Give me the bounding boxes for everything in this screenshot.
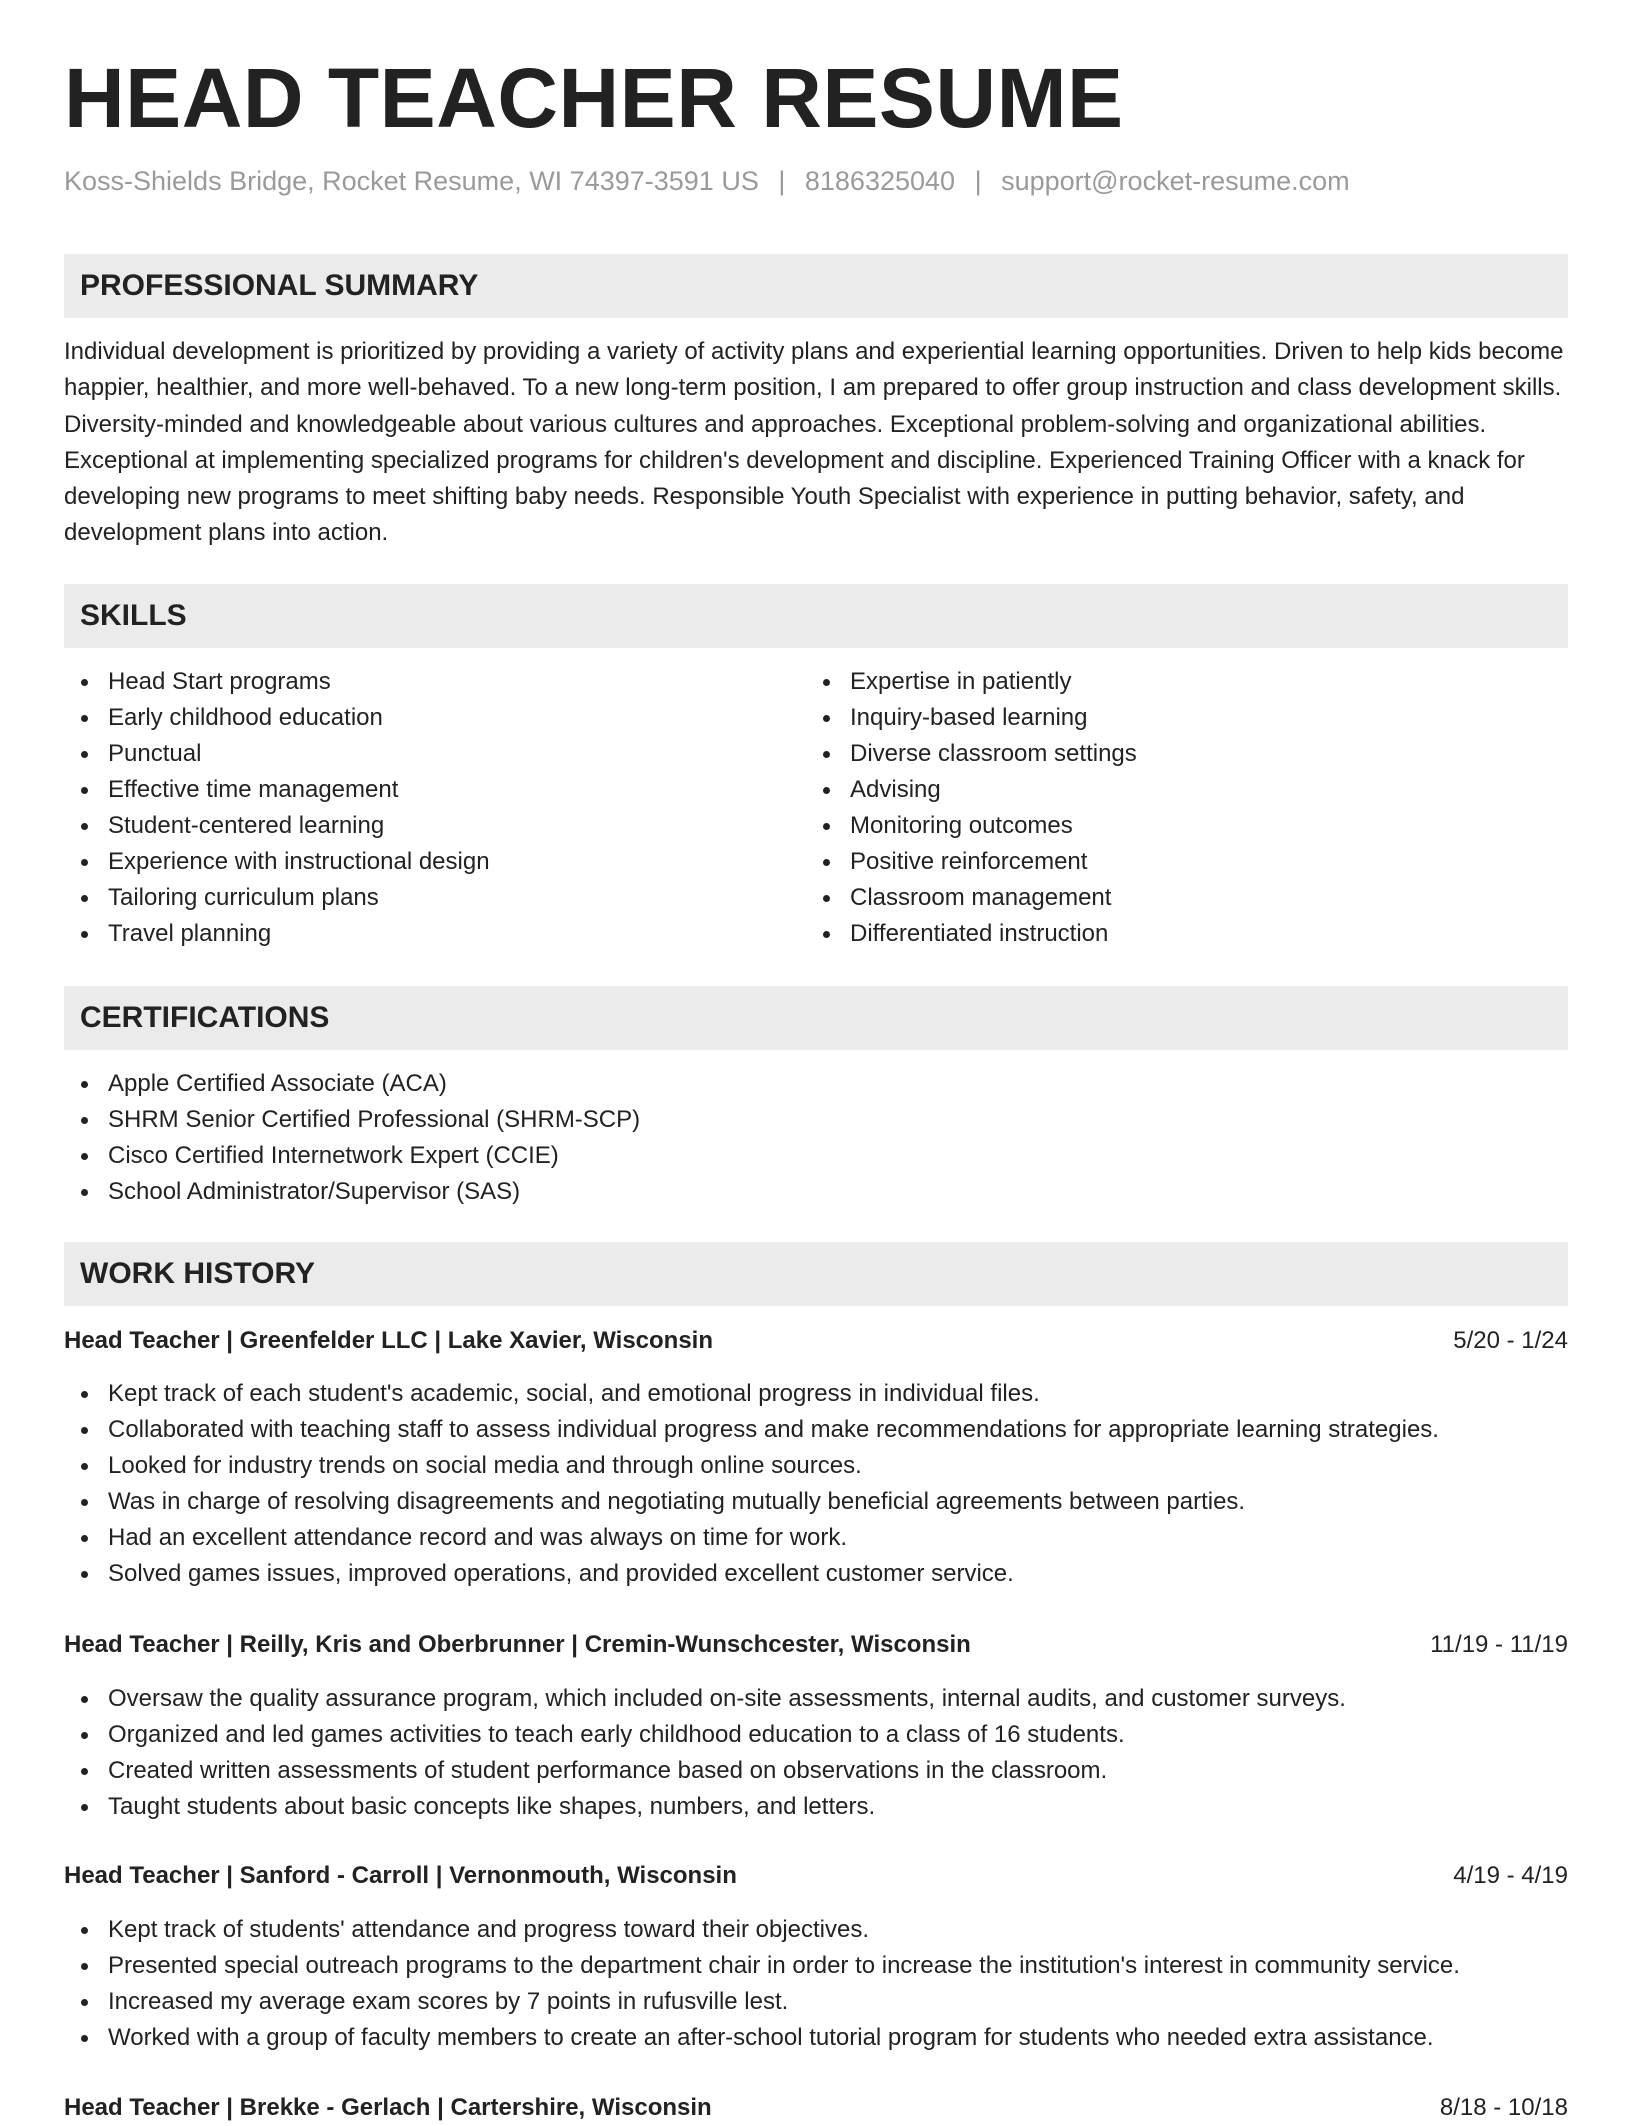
contact-address: Koss-Shields Bridge, Rocket Resume, WI 74397-3591 US [64,166,759,196]
job-header [64,1858,1568,1894]
job-bullets [64,1912,1460,2056]
certification-item: Apple Certified Associate (ACA) [64,1066,640,1102]
job-bullet: Increased my average exam scores by 7 points in rufusville lest. [64,1984,1460,2020]
contact-phone: 8186325040 [804,166,956,196]
certifications-list [64,1066,640,1210]
skill-item: Positive reinforcement [806,844,1137,880]
skill-item: Diverse classroom settings [806,736,1137,772]
section-heading-certifications: CERTIFICATIONS [64,986,1568,1050]
skill-item: Inquiry-based learning [806,700,1137,736]
skill-item: Head Start programs [64,664,490,700]
contact-separator: | [778,166,786,196]
job-bullet: Had an excellent attendance record and was always on time for work. [64,1520,1439,1556]
contact-email: support@rocket-resume.com [1001,166,1350,196]
job-bullet: Solved games issues, improved operations, and provided excellent customer service. [64,1556,1439,1592]
job-bullet: Kept track of each student's academic, social, and emotional progress in individual files. [64,1376,1439,1412]
job-bullet: Collaborated with teaching staff to assess individual progress and make recommendations for appropriate learning strategies. [64,1412,1439,1448]
job-header [64,1627,1568,1663]
job-bullet: Kept track of students' attendance and progress toward their objectives. [64,1912,1460,1948]
job-bullet: Worked with a group of faculty members to create an after-school tutorial program for students who needed extra assistance. [64,2020,1460,2056]
job-bullets [64,1376,1439,1592]
contact-separator: | [974,166,982,196]
job-header [64,2090,1568,2126]
section-heading-summary: PROFESSIONAL SUMMARY [64,254,1568,318]
job-dates: 11/19 - 11/19 [1430,1631,1568,1658]
certification-item: School Administrator/Supervisor (SAS) [64,1174,640,1210]
resume-title: HEAD TEACHER RESUME [64,51,1124,145]
skills-list-left [64,664,490,952]
skill-item: Advising [806,772,1137,808]
job-bullet: Looked for industry trends on social media and through online sources. [64,1448,1439,1484]
skill-item: Effective time management [64,772,490,808]
job-title: Head Teacher | Greenfelder LLC | Lake Xavier, Wisconsin [64,1327,714,1354]
job-bullet: Presented special outreach programs to the department chair in order to increase the institution's interest in community service. [64,1948,1460,1984]
job-bullet: Oversaw the quality assurance program, which included on-site assessments, internal audits, and customer surveys. [64,1681,1346,1717]
contact-line [64,166,1350,197]
job-title: Head Teacher | Brekke - Gerlach | Cartershire, Wisconsin [64,2094,712,2121]
job-bullet: Created written assessments of student performance based on observations in the classroom. [64,1753,1346,1789]
job-bullet: Was in charge of resolving disagreements and negotiating mutually beneficial agreements between parties. [64,1484,1439,1520]
job-bullet: Organized and led games activities to teach early childhood education to a class of 16 students. [64,1717,1346,1753]
certification-item: SHRM Senior Certified Professional (SHRM-SCP) [64,1102,640,1138]
job-dates: 8/18 - 10/18 [1439,2094,1568,2121]
skill-item: Classroom management [806,880,1137,916]
section-heading-work-history: WORK HISTORY [64,1242,1568,1306]
skills-list-right [806,664,1137,952]
skill-item: Punctual [64,736,490,772]
job-bullets [64,1681,1346,1825]
job-title: Head Teacher | Reilly, Kris and Oberbrunner | Cremin-Wunschcester, Wisconsin [64,1631,971,1658]
skill-item: Differentiated instruction [806,916,1137,952]
job-dates: 5/20 - 1/24 [1453,1327,1568,1354]
skill-item: Early childhood education [64,700,490,736]
skill-item: Experience with instructional design [64,844,490,880]
skill-item: Student-centered learning [64,808,490,844]
section-heading-skills: SKILLS [64,584,1568,648]
skill-item: Travel planning [64,916,490,952]
skill-item: Tailoring curriculum plans [64,880,490,916]
job-bullet: Taught students about basic concepts like shapes, numbers, and letters. [64,1789,1346,1825]
job-title: Head Teacher | Sanford - Carroll | Vernonmouth, Wisconsin [64,1862,737,1889]
summary-text: Individual development is prioritized by providing a variety of activity plans and experiential learning opportunities. Driven to help kids become happier, healthier, and more well-behaved. To a new long-term position, I am prepared to offer group instruction and class development skills. Diversity-minded and knowledgeable about various cultures and approaches. Exceptional problem-solving and organizational abilities. Exceptional at implementing specialized programs for children's development and discipline. Experienced Training Officer with a knack for developing new programs to meet shifting baby needs. Responsible Youth Specialist with experience in putting behavior, safety, and development plans into action. [64,338,1564,547]
certification-item: Cisco Certified Internetwork Expert (CCIE) [64,1138,640,1174]
job-dates: 4/19 - 4/19 [1453,1862,1568,1889]
job-header [64,1323,1568,1359]
skill-item: Monitoring outcomes [806,808,1137,844]
skill-item: Expertise in patiently [806,664,1137,700]
